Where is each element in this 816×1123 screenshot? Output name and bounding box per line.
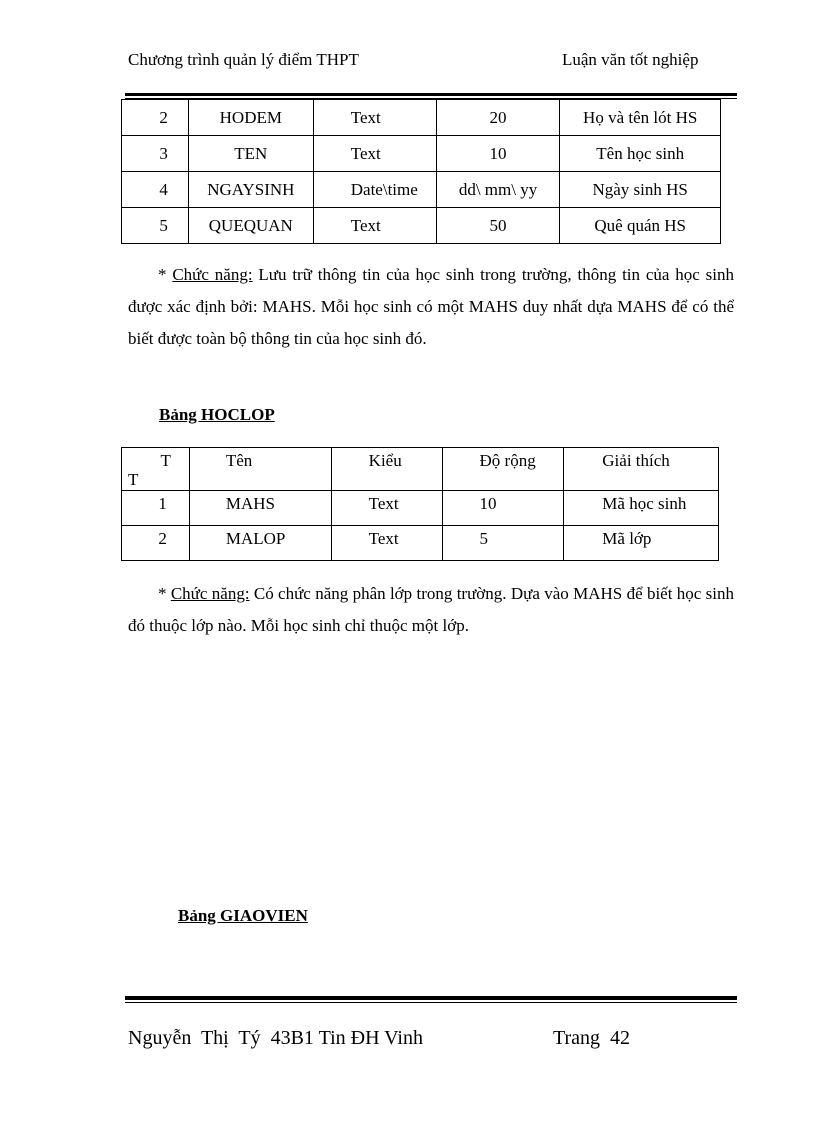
table-cell: 1 — [122, 491, 190, 526]
table-row — [122, 526, 719, 561]
table-cell: TEN — [188, 136, 313, 172]
header-right: Luận văn tốt nghiệp — [562, 50, 699, 69]
function-label: Chức năng: — [172, 265, 253, 284]
table-cell: Quê quán HS — [560, 208, 721, 244]
col-tt: T T — [122, 448, 190, 491]
header-left: Chương trình quản lý điểm THPT — [128, 50, 359, 69]
function-paragraph-hoclop: * Chức năng: Có chức năng phân lớp trong trường. Dựa vào MAHS để biết học sinh đó thuộc lớp nào. Mỗi học sinh chỉ thuộc một lớp. — [128, 584, 735, 635]
table-cell: Text — [313, 136, 436, 172]
table-row — [122, 208, 721, 244]
table-row — [122, 136, 721, 172]
table-row — [122, 100, 721, 136]
table-cell: Text — [331, 491, 442, 526]
heading-hoclop: Bảng HOCLOP — [159, 405, 275, 424]
table-cell: 3 — [122, 136, 189, 172]
table-cell: NGAYSINH — [188, 172, 313, 208]
table-cell: Text — [313, 100, 436, 136]
table-cell: 50 — [436, 208, 560, 244]
table-cell: dd\ mm\ yy — [436, 172, 560, 208]
table-cell: MAHS — [189, 491, 331, 526]
table-cell: 20 — [436, 100, 560, 136]
col-giaithich: Giải thích — [564, 448, 719, 491]
table-cell: 10 — [436, 136, 560, 172]
table-header-row — [122, 448, 719, 491]
footer-author: Nguyễn Thị Tý 43B1 Tin ĐH Vinh — [128, 1027, 423, 1049]
footer-rule — [125, 996, 737, 1000]
table-cell: Tên học sinh — [560, 136, 721, 172]
table-cell: 5 — [442, 526, 564, 561]
table-cell: 2 — [122, 526, 190, 561]
table-cell: Date\time — [313, 172, 436, 208]
col-dorong: Độ rộng — [442, 448, 564, 491]
footer-rule-thin — [125, 1002, 737, 1003]
heading-giaovien: Bảng GIAOVIEN — [178, 906, 308, 925]
table-cell: Mã học sinh — [564, 491, 719, 526]
table-cell: Mã lớp — [564, 526, 719, 561]
function-paragraph-students: * Chức năng: Lưu trữ thông tin của học sinh trong trường, thông tin của học sinh được xác định bởi: MAHS. Mỗi học sinh có một MAHS duy nhất dựa MAHS để có thể biết được toàn bộ thông tin của học sinh đó. — [128, 265, 735, 348]
table-cell: Họ và tên lót HS — [560, 100, 721, 136]
table-cell: 5 — [122, 208, 189, 244]
header-rule — [125, 93, 737, 96]
table-cell: 2 — [122, 100, 189, 136]
table-cell: Text — [313, 208, 436, 244]
students-field-table — [121, 99, 721, 244]
col-kieu: Kiểu — [331, 448, 442, 491]
table-cell: QUEQUAN — [188, 208, 313, 244]
table-row — [122, 491, 719, 526]
footer-page-number: Trang 42 — [553, 1027, 631, 1049]
table-cell: 10 — [442, 491, 564, 526]
col-ten: Tên — [189, 448, 331, 491]
function-label: Chức năng: — [170, 584, 250, 603]
table-cell: Text — [331, 526, 442, 561]
table-cell: 4 — [122, 172, 189, 208]
table-cell: HODEM — [188, 100, 313, 136]
table-cell: MALOP — [189, 526, 331, 561]
table-cell: Ngày sinh HS — [560, 172, 721, 208]
table-row — [122, 172, 721, 208]
hoclop-table — [121, 447, 719, 561]
